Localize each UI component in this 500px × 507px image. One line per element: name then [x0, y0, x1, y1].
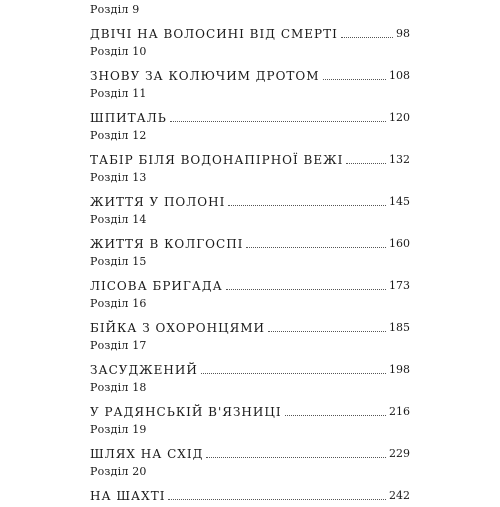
page-number: 185 [389, 321, 410, 334]
chapter-label: Розділ 15 [90, 255, 147, 268]
chapter-label: Розділ 20 [90, 465, 147, 478]
chapter-title: БІЙКА З ОХОРОНЦЯМИ [90, 321, 266, 335]
dot-leader [285, 414, 386, 416]
chapter-title: ШЛЯХ НА СХІД [90, 447, 204, 461]
toc-entry [90, 297, 410, 339]
page-number: 242 [389, 489, 410, 502]
chapter-title: У РАДЯНСЬКІЙ В'ЯЗНИЦІ [90, 405, 282, 419]
toc-title-row [90, 193, 410, 209]
chapter-title: ЗАСУДЖЕНИЙ [90, 363, 198, 377]
toc-entry [90, 213, 410, 255]
chapter-label: Розділ 14 [90, 213, 147, 226]
toc-title-row [90, 151, 410, 167]
toc-title-row [90, 277, 410, 293]
dot-leader [268, 330, 386, 332]
toc-title-row [90, 361, 410, 377]
page-number: 216 [389, 405, 410, 418]
dot-leader [201, 372, 386, 374]
chapter-label: Розділ 11 [90, 87, 147, 100]
dot-leader [323, 78, 386, 80]
chapter-title: ШПИТАЛЬ [90, 111, 167, 125]
toc-entry [90, 3, 410, 45]
chapter-title: ЖИТТЯ У ПОЛОНІ [90, 195, 226, 209]
toc-title-row [90, 67, 410, 83]
toc-title-row [90, 445, 410, 461]
chapter-label: Розділ 12 [90, 129, 147, 142]
dot-leader [206, 456, 386, 458]
dot-leader [228, 204, 386, 206]
toc-entry [90, 465, 410, 507]
toc-title-row [90, 487, 410, 503]
dot-leader [341, 36, 393, 38]
chapter-title: ДВІЧІ НА ВОЛОСИНІ ВІД СМЕРТІ [90, 27, 338, 41]
page-number: 173 [389, 279, 410, 292]
chapter-label: Розділ 9 [90, 3, 140, 16]
toc-title-row [90, 403, 410, 419]
page-number: 120 [389, 111, 410, 124]
chapter-title: ТАБІР БІЛЯ ВОДОНАПІРНОЇ ВЕЖІ [90, 153, 344, 167]
toc-title-row [90, 25, 410, 41]
chapter-label: Розділ 16 [90, 297, 147, 310]
page-number: 198 [389, 363, 410, 376]
toc-entry [90, 87, 410, 129]
chapter-label: Розділ 17 [90, 339, 147, 352]
toc-entry [90, 381, 410, 423]
page-number: 145 [389, 195, 410, 208]
dot-leader [226, 288, 386, 290]
chapter-title: ЖИТТЯ В КОЛГОСПІ [90, 237, 244, 251]
toc-entry [90, 129, 410, 171]
toc-entry [90, 45, 410, 87]
page-number: 108 [389, 69, 410, 82]
chapter-label: Розділ 18 [90, 381, 147, 394]
toc-entry [90, 339, 410, 381]
toc-entry [90, 423, 410, 465]
toc-title-row [90, 319, 410, 335]
chapter-title: НА ШАХТІ [90, 489, 166, 503]
chapter-label: Розділ 10 [90, 45, 147, 58]
dot-leader [346, 162, 386, 164]
chapter-title: ЛІСОВА БРИГАДА [90, 279, 223, 293]
page-number: 229 [389, 447, 410, 460]
toc-title-row [90, 235, 410, 251]
page-number: 98 [396, 27, 410, 40]
chapter-title: ЗНОВУ ЗА КОЛЮЧИМ ДРОТОМ [90, 69, 320, 83]
chapter-label: Розділ 13 [90, 171, 147, 184]
toc-entry [90, 171, 410, 213]
chapter-label: Розділ 19 [90, 423, 147, 436]
toc-title-row [90, 109, 410, 125]
dot-leader [246, 246, 386, 248]
page-number: 160 [389, 237, 410, 250]
toc-entry [90, 255, 410, 297]
page-number: 132 [389, 153, 410, 166]
dot-leader [170, 120, 386, 122]
table-of-contents [90, 3, 410, 507]
